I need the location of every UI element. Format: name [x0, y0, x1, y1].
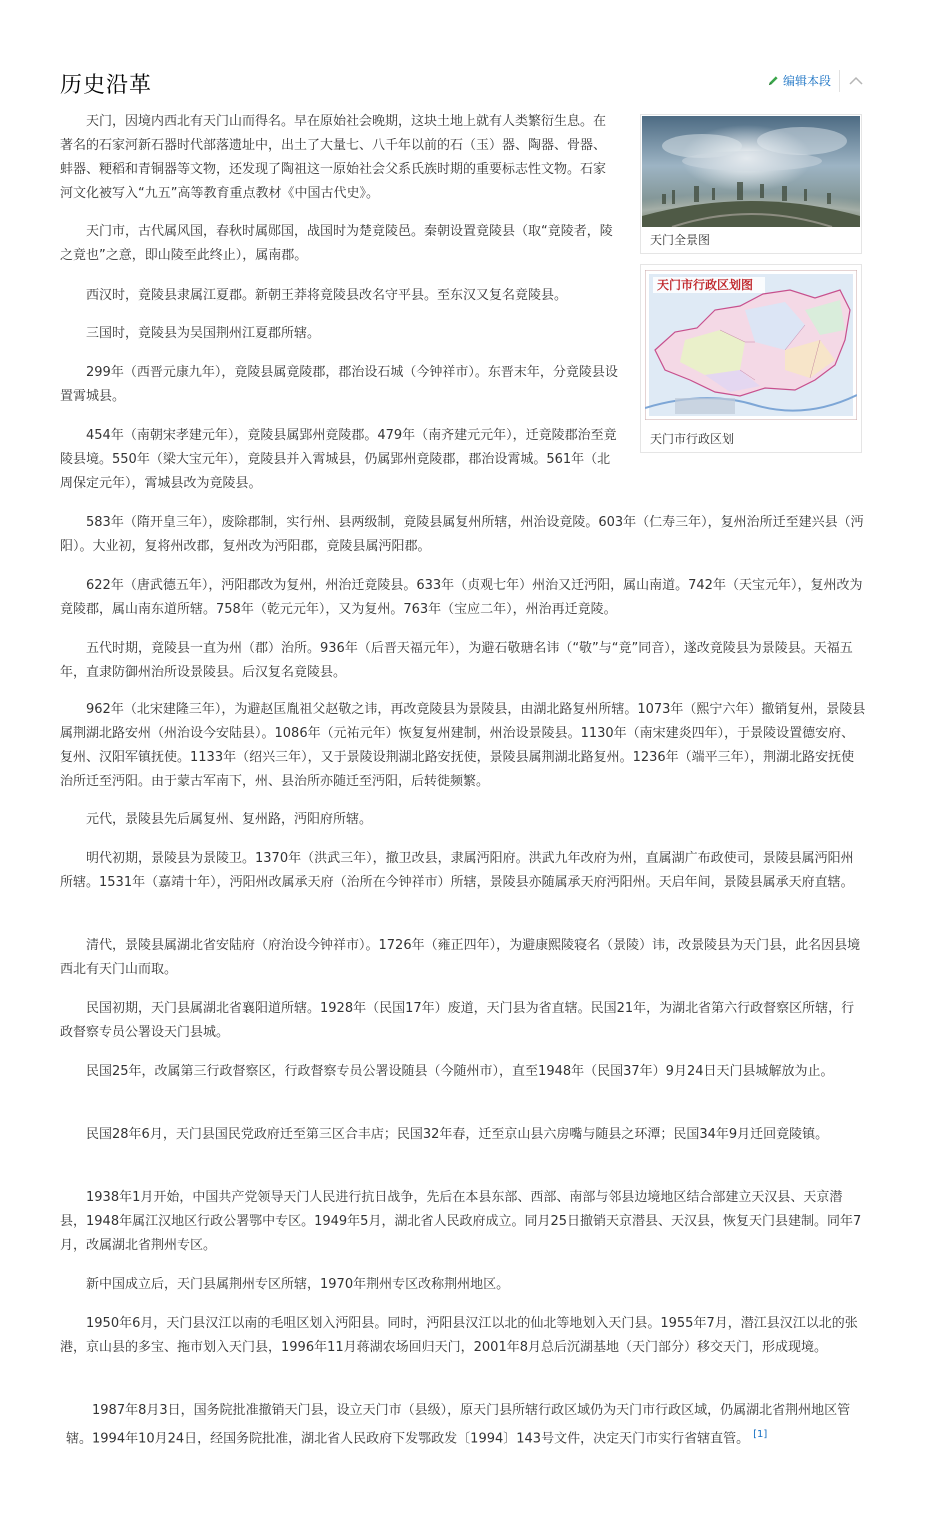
panorama-photo — [642, 116, 860, 227]
paragraph: 583年（隋开皇三年），废除郡制，实行州、县两级制，竟陵县属复州所辖，州治设竟陵。603年（仁寿三年），复州治所迁至建兴县（沔阳）。大业初，复将州改郡，复州改为沔阳郡，竟陵县属沔阳郡。 — [60, 515, 864, 554]
paragraph-last — [66, 1399, 872, 1451]
paragraph: 1950年6月，天门县汉江以南的毛咀区划入沔阳县。同时，沔阳县汉江以北的仙北等地划入天门县。1955年7月，潜江县汉江以北的张港，京山县的多宝、拖市划入天门县，1996年11月蒋湖农场回归天门，2001年8月总后沉湖基地（天门部分）移交天门，形成现境。 — [60, 1316, 858, 1355]
administrative-map — [645, 270, 857, 420]
figure-panorama[interactable] — [640, 114, 862, 254]
paragraph: 明代初期，景陵县为景陵卫。1370年（洪武三年），撤卫改县，隶属沔阳府。洪武九年改府为州，直属湖广布政使司，景陵县属沔阳州所辖。1531年（嘉靖十年），沔阳州改属承天府（治所在今钟祥市）所辖，景陵县亦随属承天府沔阳州。天启年间，景陵县属承天府直辖。 — [60, 851, 854, 890]
figure-caption: 天门全景图 — [650, 233, 711, 247]
paragraph-text: 1987年8月3日，国务院批准撤销天门县，设立天门市（县级），原天门县所辖行政区域仍为天门市行政区域，仍属湖北省荆州地区管辖。1994年10月24日，经国务院批准，湖北省人民政府下发鄂政发〔1994〕143号文件，决定天门市实行省辖直管。 — [66, 1403, 851, 1447]
chevron-up-icon[interactable] — [848, 74, 864, 86]
paragraph: 元代，景陵县先后属复州、复州路，沔阳府所辖。 — [86, 812, 373, 827]
paragraph: 454年（南朝宋孝建元年），竟陵县属郢州竟陵郡。479年（南齐建元元年），迁竟陵郡治至竟陵县境。550年（梁大宝元年），竟陵县并入霄城县，仍属郢州竟陵郡，郡治设霄城。561年（北周保定元年），霄城县改为竟陵县。 — [60, 428, 617, 491]
section-title: 历史沿革 — [60, 73, 153, 98]
paragraph: 民国28年6月，天门县国民党政府迁至第三区合丰店；民国32年春，迁至京山县六房嘴与随县之环潭；民国34年9月迁回竟陵镇。 — [86, 1127, 829, 1142]
paragraph: 1938年1月开始，中国共产党领导天门人民进行抗日战争，先后在本县东部、西部、南部与邻县边境地区结合部建立天汉县、天京潜县，1948年属江汉地区行政公署鄂中专区。1949年5月，湖北省人民政府成立。同月25日撤销天京潜县、天汉县，恢复天门县建制。同年7月，改属湖北省荆州专区。 — [60, 1190, 862, 1253]
figure-caption: 天门市行政区划 — [650, 432, 735, 446]
paragraph: 962年（北宋建隆三年），为避赵匡胤祖父赵敬之讳，再改竟陵县为景陵县，由湖北路复州所辖。1073年（熙宁六年）撤销复州，景陵县属荆湖北路安州（州治设今安陆县）。1086年（元祐元年）恢复复州建制，州治设景陵县。1130年（南宋建炎四年），于景陵设置德安府、复州、汉阳军镇抚使。1133年（绍兴三年），又于景陵设荆湖北路安抚使，景陵县属荆湖北路复州。1236年（端平三年），荆湖北路安抚使治所迁至沔阳。由于蒙古军南下，州、县治所亦随迁至沔阳，后转徙频繁。 — [60, 702, 866, 789]
figure-admin-map[interactable] — [640, 264, 862, 453]
paragraph: 天门市，古代属风国，春秋时属郧国，战国时为楚竟陵邑。秦朝设置竟陵县（取“竟陵者，陵之竟也”之意，即山陵至此终止），属南郡。 — [60, 224, 613, 263]
edit-section-button[interactable] — [768, 72, 831, 89]
pencil-icon — [768, 75, 779, 86]
paragraph: 299年（西晋元康九年），竟陵县属竟陵郡，郡治设石城（今钟祥市）。东晋末年，分竟陵县设置霄城县。 — [60, 365, 618, 404]
paragraph: 三国时，竟陵县为吴国荆州江夏郡所辖。 — [86, 326, 321, 341]
toolbar-divider — [839, 70, 840, 92]
map-title: 天门市行政区划图 — [657, 278, 754, 292]
paragraph: 民国25年，改属第三行政督察区，行政督察专员公署设随县（今随州市），直至1948年（民国37年）9月24日天门县城解放为止。 — [86, 1064, 834, 1079]
paragraph: 天门，因境内西北有天门山而得名。早在原始社会晚期，这块土地上就有人类繁衍生息。在著名的石家河新石器时代部落遗址中，出土了大量七、八千年以前的石（玉）器、陶器、骨器、蚌器、粳稻和青铜器等文物，还发现了陶祖这一原始社会父系氏族时期的重要标志性文物。石家河文化被写入“九五”高等教育重点教材《中国古代史》。 — [60, 114, 607, 201]
paragraph: 五代时期，竟陵县一直为州（郡）治所。936年（后晋天福元年），为避石敬瑭名讳（“敬”与“竟”同音），遂改竟陵县为景陵县。天福五年，直隶防御州治所设景陵县。后汉复名竟陵县。 — [60, 641, 853, 680]
paragraph: 新中国成立后，天门县属荆州专区所辖，1970年荆州专区改称荆州地区。 — [86, 1277, 510, 1292]
paragraph: 西汉时，竟陵县隶属江夏郡。新朝王莽将竟陵县改名守平县。至东汉又复名竟陵县。 — [86, 288, 568, 303]
edit-section-label: 编辑本段 — [783, 74, 832, 88]
paragraph: 民国初期，天门县属湖北省襄阳道所辖。1928年（民国17年）废道，天门县为省直辖。民国21年，为湖北省第六行政督察区所辖，行政督察专员公署设天门县城。 — [60, 1001, 855, 1040]
paragraph: 清代，景陵县属湖北省安陆府（府治设今钟祥市）。1726年（雍正四年），为避康熙陵寝名（景陵）讳，改景陵县为天门县，此名因县境西北有天门山而取。 — [60, 938, 861, 977]
paragraph: 622年（唐武德五年），沔阳郡改为复州，州治迁竟陵县。633年（贞观七年）州治又迁沔阳，属山南道。742年（天宝元年），复州改为竟陵郡，属山南东道所辖。758年（乾元元年），又为复州。763年（宝应二年），州治再迁竟陵。 — [60, 578, 863, 617]
citation-link[interactable]: [1] — [753, 1429, 768, 1440]
